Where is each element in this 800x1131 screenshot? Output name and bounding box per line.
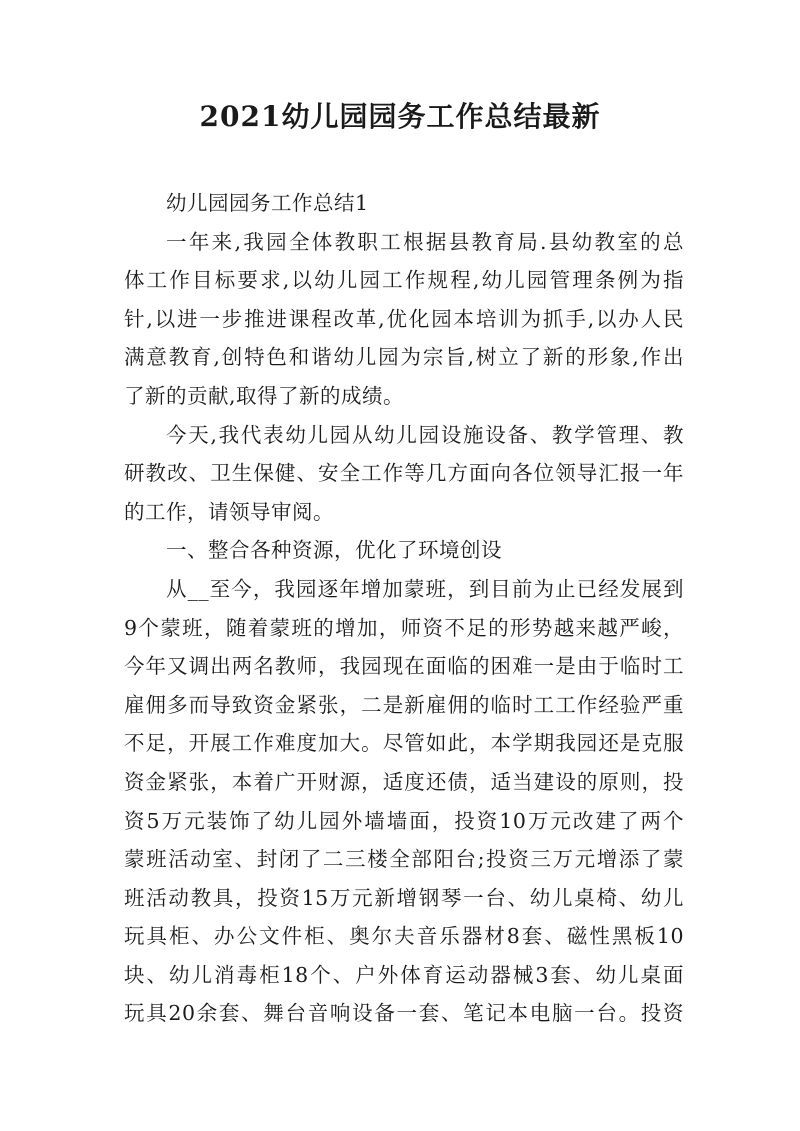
text-line: 今年又调出两名教师，我园现在面临的困难一是由于临时工 (124, 654, 684, 679)
text-line: 的工作，请领导审阅。 (124, 499, 334, 524)
text-line: 资5万元装饰了幼儿园外墙墙面，投资10万元改建了两个 (124, 808, 684, 833)
text-line: 从__至今，我园逐年增加蒙班，到目前为止已经发展到 (166, 576, 684, 601)
text-line: 班活动教具，投资15万元新增钢琴一台、幼儿桌椅、幼儿 (124, 885, 684, 910)
text-line: 幼儿园园务工作总结1 (166, 191, 369, 215)
text-line: 玩具柜、办公文件柜、奥尔夫音乐器材8套、磁性黑板10 (124, 924, 684, 949)
text-line: 块、幼儿消毒柜18个、户外体育运动器械3套、幼儿桌面 (124, 962, 684, 987)
text-line: 针,以进一步推进课程改革,优化园本培训为抓手,以办人民 (124, 306, 684, 331)
text-line: 雇佣多而导致资金紧张，二是新雇佣的临时工工作经验严重 (124, 692, 684, 717)
text-line: 今天,我代表幼儿园从幼儿园设施设备、教学管理、教 (166, 422, 684, 447)
text-line: 9个蒙班，随着蒙班的增加，师资不足的形势越来越严峻， (124, 615, 684, 640)
text-line: 满意教育,创特色和谐幼儿园为宗旨,树立了新的形象,作出 (124, 345, 684, 370)
text-line: 一、整合各种资源，优化了环境创设 (166, 538, 502, 563)
text-line: 资金紧张，本着广开财源，适度还债，适当建设的原则，投 (124, 769, 684, 794)
text-line: 不足，开展工作难度加大。尽管如此，本学期我园还是克服 (124, 731, 684, 756)
document-body (124, 184, 684, 1033)
text-line: 体工作目标要求,以幼儿园工作规程,幼儿园管理条例为指 (124, 268, 684, 293)
text-line: 研教改、卫生保健、安全工作等几方面向各位领导汇报一年 (124, 461, 684, 486)
text-line: 一年来,我园全体教职工根据县教育局.县幼教室的总 (166, 229, 684, 254)
text-line: 了新的贡献,取得了新的成绩。 (124, 383, 405, 408)
text-line: 蒙班活动室、封闭了二三楼全部阳台;投资三万元增添了蒙 (124, 847, 684, 872)
document-title: 2021幼儿园园务工作总结最新 (199, 100, 601, 133)
text-line: 玩具20余套、舞台音响设备一套、笔记本电脑一台。投资 (124, 1001, 684, 1026)
